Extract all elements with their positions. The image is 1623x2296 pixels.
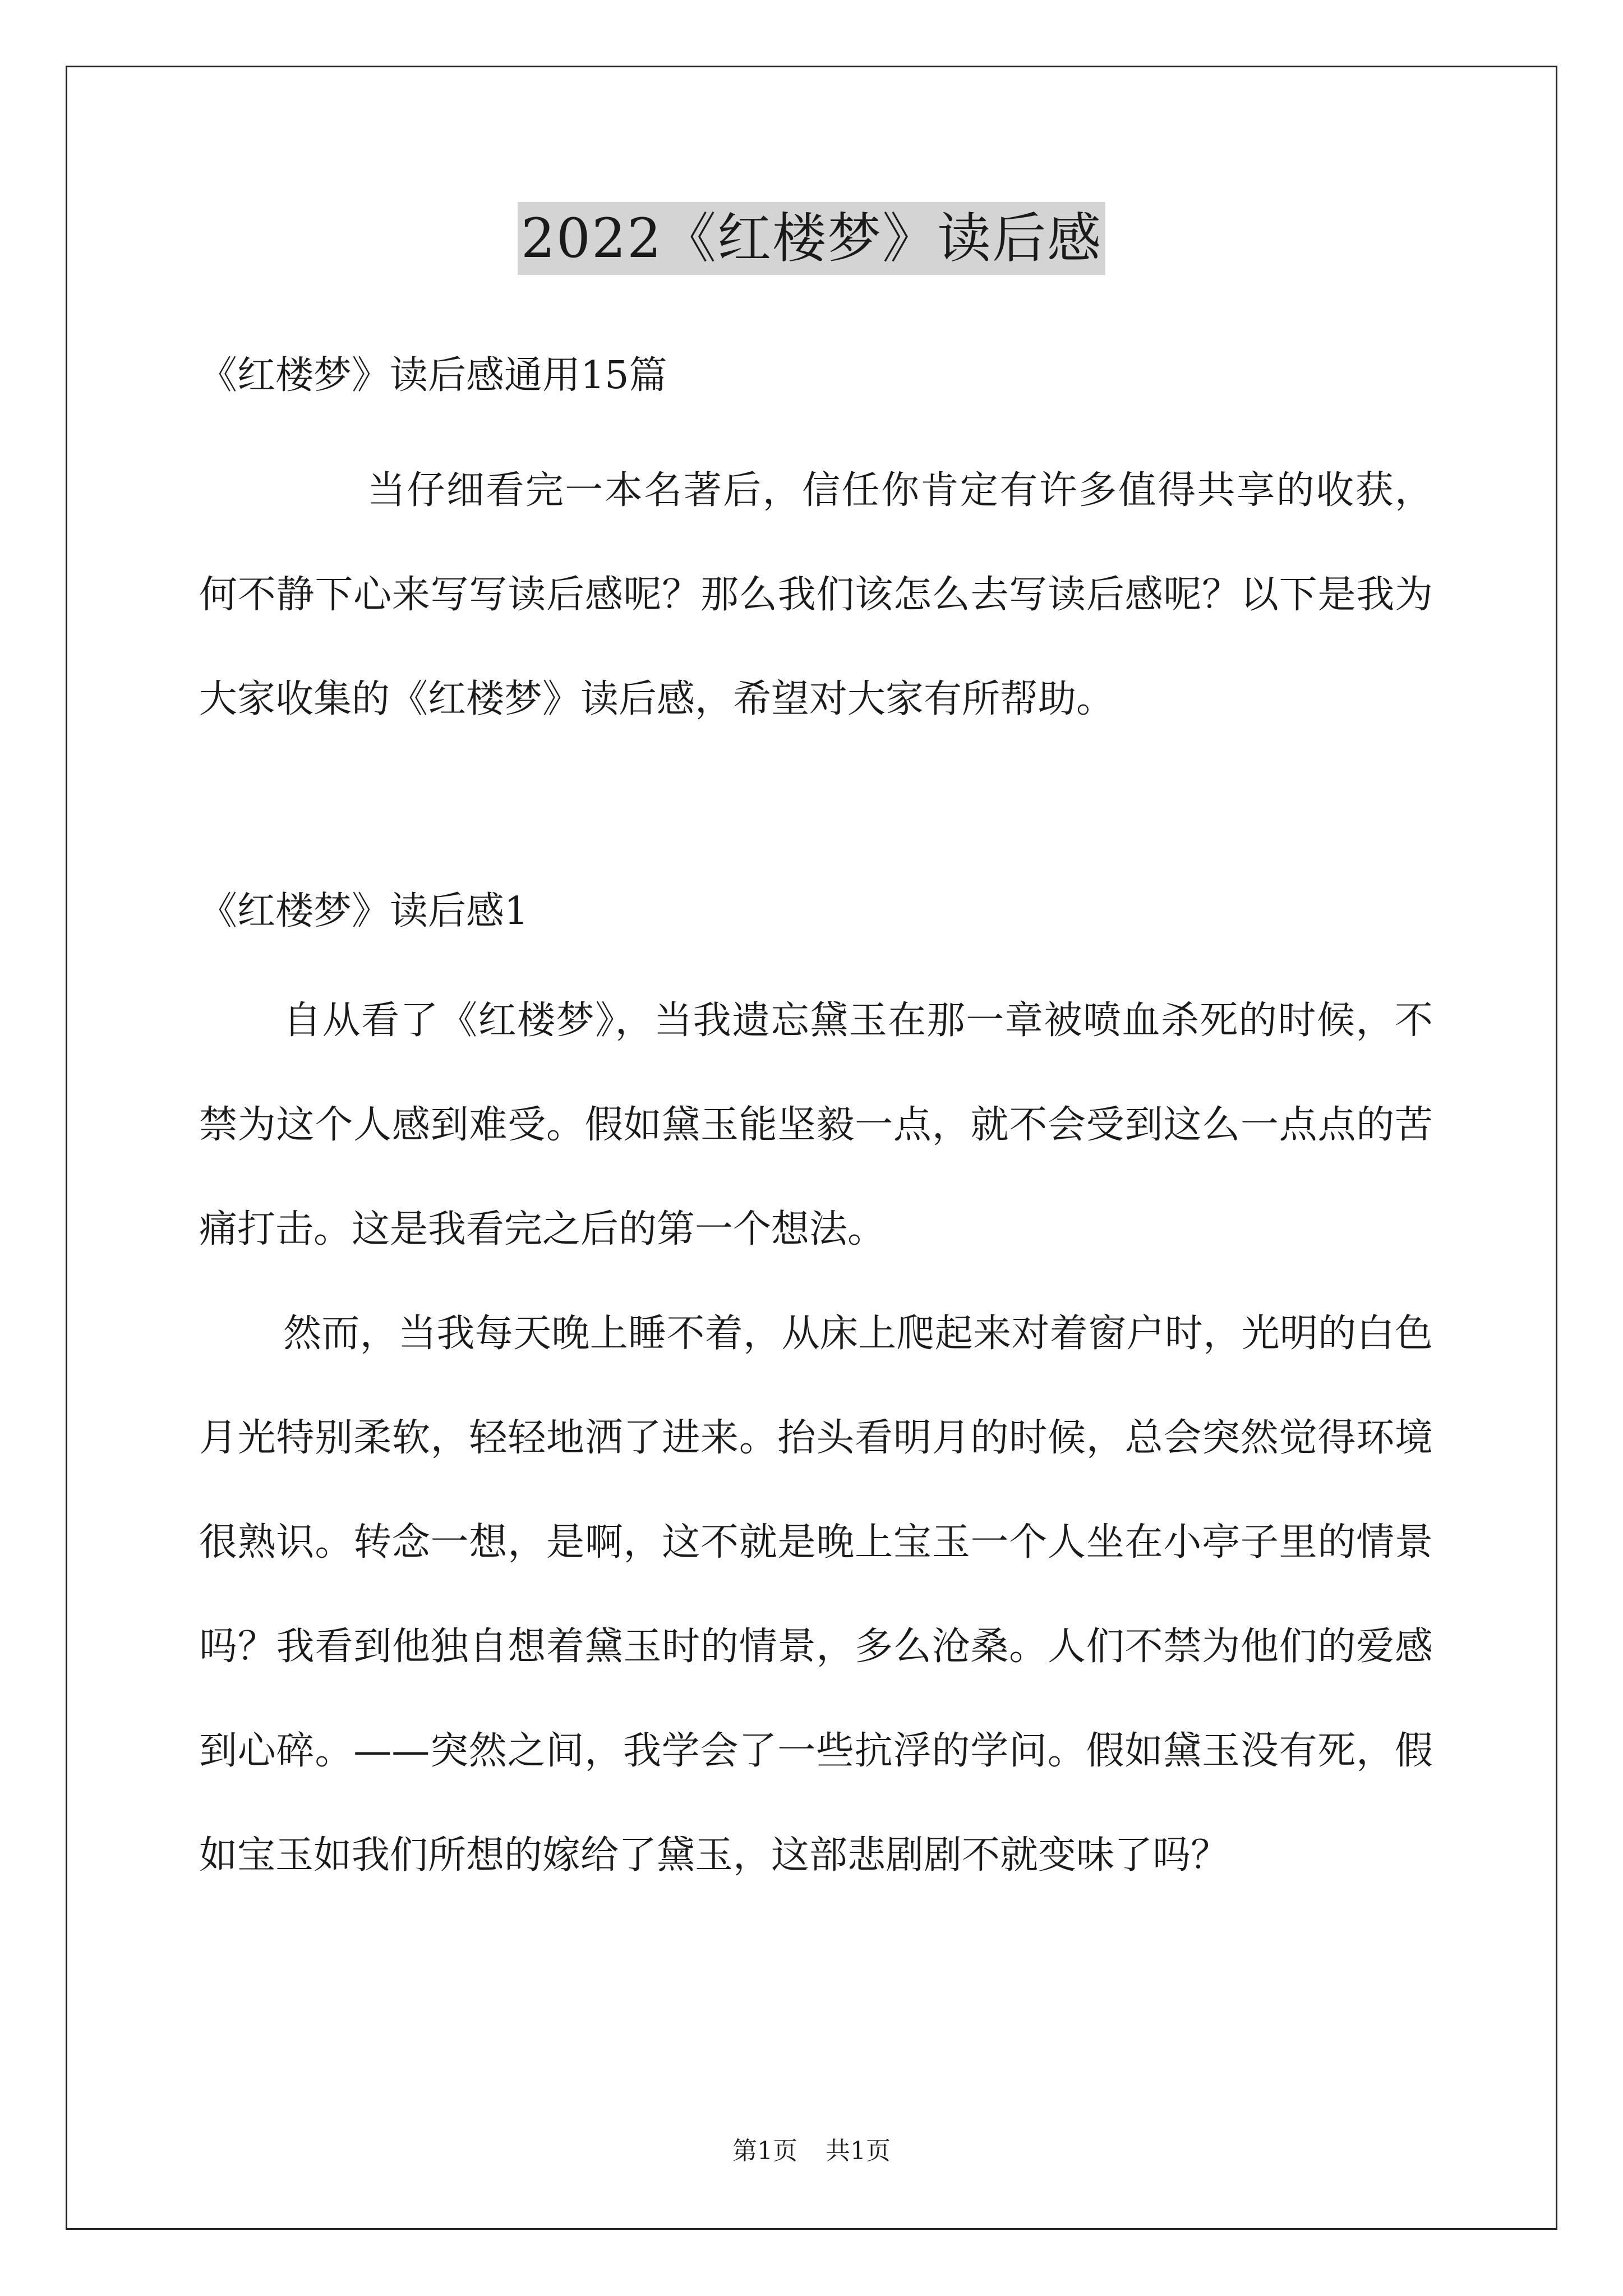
page-number: 第1页 <box>732 2137 797 2165</box>
section-heading: 《红楼梦》读后感1 <box>199 889 529 933</box>
page-footer <box>0 2134 1623 2168</box>
document-body <box>199 342 1433 1908</box>
body-paragraph-1: 自从看了《红楼梦》，当我遗忘黛玉在那一章被喷血杀死的时候，不禁为这个人感到难受。假如黛玉能坚毅一点，就不会受到这么一点点的苦痛打击。这是我看完之后的第一个想法。 <box>199 999 1433 1251</box>
document-subtitle: 《红楼梦》读后感通用15篇 <box>199 353 667 398</box>
intro-paragraph: 当仔细看完一本名著后，信任你肯定有许多值得共享的收获，何不静下心来写写读后感呢？那么我们该怎么去写读后感呢？以下是我为大家收集的《红楼梦》读后感，希望对大家有所帮助。 <box>199 468 1433 721</box>
title-container <box>0 202 1623 275</box>
document-title: 2022《红楼梦》读后感 <box>518 202 1105 275</box>
page-total: 共1页 <box>826 2137 891 2165</box>
body-paragraph-2: 然而，当我每天晚上睡不着，从床上爬起来对着窗户时，光明的白色月光特别柔软，轻轻地洒了进来。抬头看明月的时候，总会突然觉得环境很熟识。转念一想，是啊，这不就是晚上宝玉一个人坐在小亭子里的情景吗？我看到他独自想着黛玉时的情景，多么沧桑。人们不禁为他们的爱感到心碎。——突然之间，我学会了一些抗浮的学问。假如黛玉没有死，假如宝玉如我们所想的嫁给了黛玉，这部悲剧剧不就变味了吗？ <box>199 1312 1433 1878</box>
